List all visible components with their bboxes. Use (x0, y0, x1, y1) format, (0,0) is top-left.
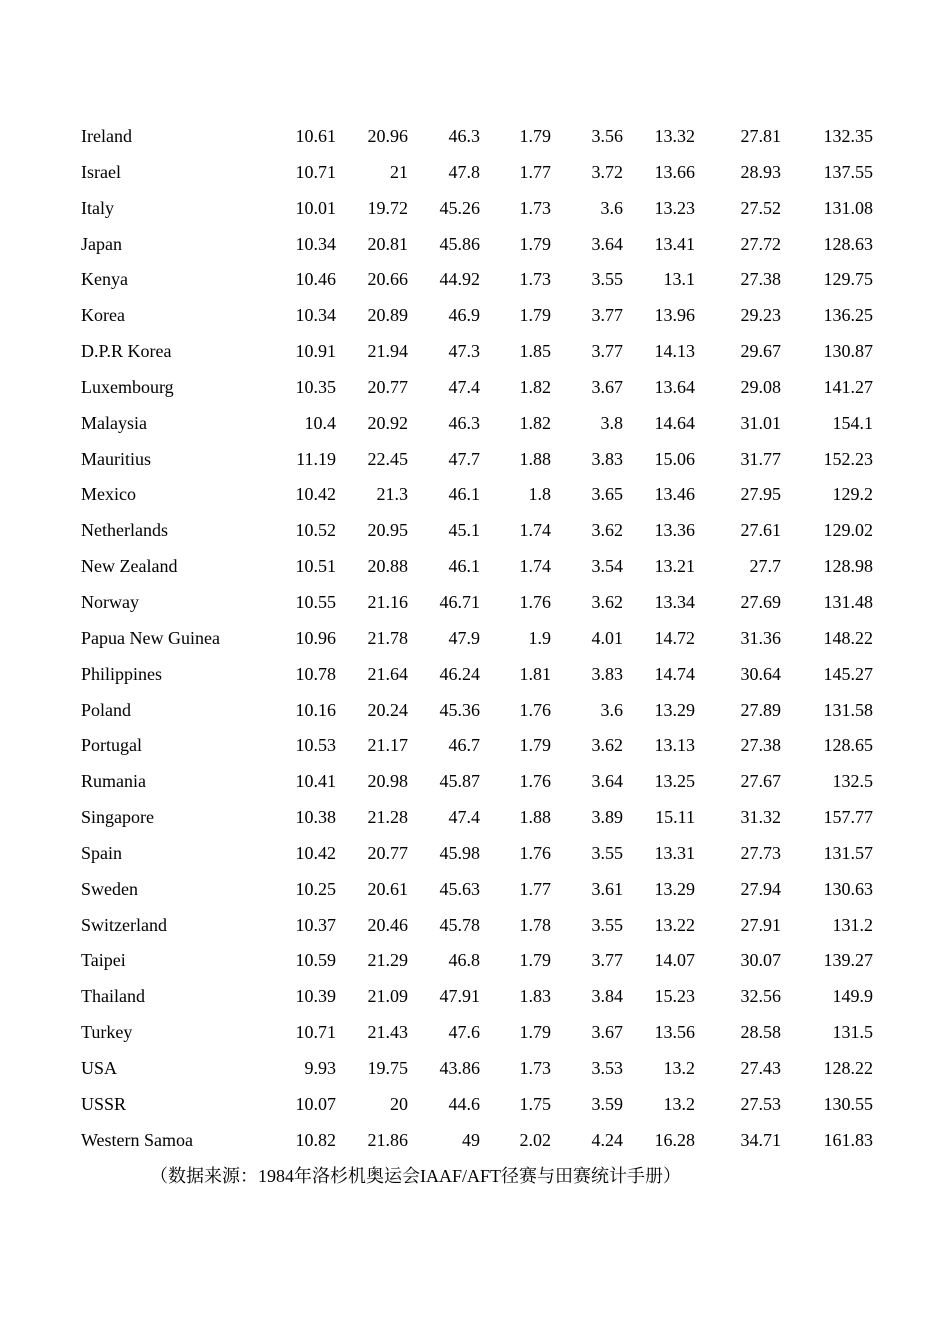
table-row (81, 621, 873, 657)
country-cell: Turkey (81, 1022, 133, 1043)
value-cell: 13.64 (654, 376, 695, 397)
value-cell: 34.71 (740, 1129, 781, 1150)
country-cell: Ireland (81, 126, 132, 146)
value-cell: 28.93 (740, 161, 781, 182)
value-cell: 3.84 (591, 986, 623, 1007)
value-cell: 47.3 (448, 341, 480, 362)
value-cell: 20.89 (367, 305, 408, 326)
value-cell: 1.75 (519, 1093, 551, 1114)
value-cell: 47.91 (439, 986, 480, 1007)
value-cell: 13.29 (654, 699, 695, 720)
value-cell: 27.81 (740, 126, 781, 146)
value-cell: 32.56 (740, 986, 781, 1007)
value-cell: 4.24 (591, 1129, 623, 1150)
value-cell: 46.71 (439, 591, 480, 612)
value-cell: 46.1 (448, 484, 480, 505)
value-cell: 47.6 (448, 1022, 480, 1043)
value-cell: 45.26 (439, 197, 480, 218)
value-cell: 31.36 (740, 627, 781, 648)
value-cell: 45.87 (439, 771, 480, 792)
country-cell: Switzerland (81, 914, 167, 935)
value-cell: 49 (462, 1129, 480, 1150)
value-cell: 3.62 (591, 591, 623, 612)
value-cell: 128.65 (823, 735, 873, 756)
table-row (81, 549, 873, 585)
value-cell: 47.7 (448, 448, 480, 469)
value-cell: 45.98 (439, 842, 480, 863)
value-cell: 28.58 (740, 1022, 781, 1043)
country-cell: Sweden (81, 878, 138, 899)
value-cell: 45.36 (439, 699, 480, 720)
table-row (81, 227, 873, 263)
value-cell: 1.76 (519, 699, 551, 720)
value-cell: 46.9 (448, 305, 480, 326)
country-cell: Spain (81, 842, 123, 863)
value-cell: 148.22 (823, 627, 873, 648)
value-cell: 131.5 (832, 1022, 873, 1043)
value-cell: 3.6 (600, 197, 623, 218)
value-cell: 47.8 (448, 161, 480, 182)
country-cell: Rumania (81, 771, 146, 792)
value-cell: 1.9 (528, 627, 551, 648)
value-cell: 3.67 (591, 376, 623, 397)
value-cell: 3.56 (591, 126, 623, 146)
value-cell: 10.53 (295, 735, 336, 756)
value-cell: 29.67 (740, 341, 781, 362)
value-cell: 20.61 (367, 878, 408, 899)
value-cell: 10.51 (295, 556, 336, 577)
country-cell: D.P.R Korea (81, 341, 172, 362)
value-cell: 137.55 (823, 161, 873, 182)
value-cell: 3.6 (600, 699, 623, 720)
value-cell: 20.96 (367, 126, 408, 146)
value-cell: 22.45 (367, 448, 408, 469)
value-cell: 13.46 (654, 484, 695, 505)
value-cell: 10.82 (295, 1129, 336, 1150)
table-row (81, 119, 873, 155)
table-row (81, 1051, 873, 1087)
value-cell: 10.46 (295, 269, 336, 290)
value-cell: 3.89 (591, 807, 623, 828)
value-cell: 21.78 (367, 627, 408, 648)
value-cell: 10.38 (295, 807, 336, 828)
value-cell: 3.77 (591, 341, 623, 362)
value-cell: 27.7 (749, 556, 781, 577)
value-cell: 3.54 (591, 556, 623, 577)
value-cell: 139.27 (823, 950, 873, 971)
value-cell: 1.82 (519, 412, 551, 433)
table-row (81, 800, 873, 836)
country-cell: Taipei (81, 950, 126, 971)
value-cell: 21.17 (367, 735, 408, 756)
value-cell: 13.13 (654, 735, 695, 756)
value-cell: 13.25 (654, 771, 695, 792)
table-row (81, 764, 873, 800)
value-cell: 145.27 (823, 663, 873, 684)
value-cell: 10.42 (295, 842, 336, 863)
value-cell: 14.74 (654, 663, 695, 684)
value-cell: 27.72 (740, 233, 781, 254)
value-cell: 21.16 (367, 591, 408, 612)
value-cell: 14.13 (654, 341, 695, 362)
value-cell: 10.07 (295, 1093, 336, 1114)
value-cell: 1.76 (519, 842, 551, 863)
value-cell: 27.94 (740, 878, 781, 899)
value-cell: 10.34 (295, 233, 336, 254)
value-cell: 152.23 (823, 448, 873, 469)
value-cell: 27.52 (740, 197, 781, 218)
value-cell: 11.19 (296, 448, 336, 469)
value-cell: 13.56 (654, 1022, 695, 1043)
value-cell: 131.2 (832, 914, 873, 935)
value-cell: 131.58 (823, 699, 873, 720)
value-cell: 27.73 (740, 842, 781, 863)
country-cell: USSR (81, 1093, 127, 1114)
table-row (81, 1123, 873, 1159)
value-cell: 131.48 (823, 591, 873, 612)
value-cell: 14.72 (654, 627, 695, 648)
value-cell: 19.75 (367, 1057, 408, 1078)
value-cell: 20.95 (367, 520, 408, 541)
country-cell: Thailand (81, 986, 145, 1007)
table-row (81, 908, 873, 944)
value-cell: 31.32 (740, 807, 781, 828)
value-cell: 47.4 (448, 807, 480, 828)
value-cell: 47.4 (448, 376, 480, 397)
value-cell: 3.53 (591, 1057, 623, 1078)
value-cell: 1.77 (519, 878, 551, 899)
value-cell: 1.73 (519, 1057, 551, 1078)
value-cell: 21.28 (367, 807, 408, 828)
value-cell: 149.9 (832, 986, 873, 1007)
value-cell: 1.81 (519, 663, 551, 684)
table-row (81, 693, 873, 729)
value-cell: 4.01 (591, 627, 623, 648)
value-cell: 13.36 (654, 520, 695, 541)
value-cell: 136.25 (823, 305, 873, 326)
value-cell: 129.02 (823, 520, 873, 541)
value-cell: 3.83 (591, 448, 623, 469)
value-cell: 3.55 (591, 269, 623, 290)
country-cell: Papua New Guinea (81, 627, 220, 648)
table-row (81, 191, 873, 227)
value-cell: 161.83 (823, 1129, 873, 1150)
country-cell: Japan (81, 233, 122, 254)
value-cell: 21.86 (367, 1129, 408, 1150)
value-cell: 10.01 (295, 197, 336, 218)
value-cell: 14.64 (654, 412, 695, 433)
value-cell: 1.79 (519, 950, 551, 971)
value-cell: 31.01 (740, 412, 781, 433)
table-row (81, 298, 873, 334)
country-cell: USA (81, 1057, 118, 1078)
value-cell: 13.31 (654, 842, 695, 863)
value-cell: 128.22 (823, 1057, 873, 1078)
value-cell: 1.8 (528, 484, 551, 505)
table-row (81, 585, 873, 621)
value-cell: 27.53 (740, 1093, 781, 1114)
value-cell: 21 (390, 161, 408, 182)
table-row (81, 370, 873, 406)
value-cell: 43.86 (439, 1057, 480, 1078)
value-cell: 132.35 (823, 126, 873, 146)
value-cell: 1.78 (519, 914, 551, 935)
value-cell: 3.61 (591, 878, 623, 899)
country-cell: Italy (81, 197, 114, 218)
value-cell: 1.74 (519, 556, 551, 577)
table-row (81, 155, 873, 191)
value-cell: 3.62 (591, 735, 623, 756)
value-cell: 13.23 (654, 197, 695, 218)
table-row (81, 262, 873, 298)
value-cell: 3.77 (591, 305, 623, 326)
value-cell: 31.77 (740, 448, 781, 469)
value-cell: 13.1 (663, 269, 695, 290)
value-cell: 10.4 (304, 412, 336, 433)
value-cell: 3.55 (591, 914, 623, 935)
value-cell: 27.69 (740, 591, 781, 612)
value-cell: 3.64 (591, 233, 623, 254)
value-cell: 13.2 (663, 1057, 695, 1078)
value-cell: 14.07 (654, 950, 695, 971)
value-cell: 27.43 (740, 1057, 781, 1078)
value-cell: 27.67 (740, 771, 781, 792)
value-cell: 21.43 (367, 1022, 408, 1043)
value-cell: 3.65 (591, 484, 623, 505)
value-cell: 10.39 (295, 986, 336, 1007)
value-cell: 27.95 (740, 484, 781, 505)
value-cell: 1.88 (519, 448, 551, 469)
table-row (81, 513, 873, 549)
country-cell: Korea (81, 305, 125, 326)
value-cell: 46.3 (448, 126, 480, 146)
value-cell: 44.6 (448, 1093, 480, 1114)
value-cell: 27.91 (740, 914, 781, 935)
value-cell: 10.37 (295, 914, 336, 935)
country-cell: Luxembourg (81, 376, 174, 397)
value-cell: 13.32 (654, 126, 695, 146)
value-cell: 1.79 (519, 305, 551, 326)
value-cell: 3.67 (591, 1022, 623, 1043)
value-cell: 27.61 (740, 520, 781, 541)
value-cell: 45.86 (439, 233, 480, 254)
table-row (81, 836, 873, 872)
value-cell: 20.98 (367, 771, 408, 792)
value-cell: 46.1 (448, 556, 480, 577)
value-cell: 130.87 (823, 341, 873, 362)
value-cell: 13.29 (654, 878, 695, 899)
value-cell: 3.72 (591, 161, 623, 182)
value-cell: 10.34 (295, 305, 336, 326)
country-cell: Netherlands (81, 520, 168, 541)
value-cell: 1.79 (519, 1022, 551, 1043)
value-cell: 20.88 (367, 556, 408, 577)
value-cell: 1.79 (519, 233, 551, 254)
value-cell: 13.66 (654, 161, 695, 182)
value-cell: 10.61 (295, 126, 336, 146)
value-cell: 21.3 (376, 484, 408, 505)
value-cell: 46.7 (448, 735, 480, 756)
value-cell: 10.16 (295, 699, 336, 720)
value-cell: 15.23 (654, 986, 695, 1007)
value-cell: 3.59 (591, 1093, 623, 1114)
value-cell: 21.29 (367, 950, 408, 971)
value-cell: 1.76 (519, 771, 551, 792)
value-cell: 10.78 (295, 663, 336, 684)
source-note: （数据来源：1984年洛杉机奥运会IAAF/AFT径赛与田赛统计手册） (150, 1166, 682, 1186)
value-cell: 20 (390, 1093, 408, 1114)
value-cell: 3.77 (591, 950, 623, 971)
records-table (81, 119, 873, 1158)
table-row (81, 406, 873, 442)
value-cell: 10.55 (295, 591, 336, 612)
value-cell: 27.89 (740, 699, 781, 720)
country-cell: Malaysia (81, 412, 147, 433)
value-cell: 20.92 (367, 412, 408, 433)
value-cell: 27.38 (740, 735, 781, 756)
value-cell: 10.71 (295, 1022, 336, 1043)
country-cell: New Zealand (81, 556, 178, 577)
value-cell: 10.59 (295, 950, 336, 971)
value-cell: 45.1 (448, 520, 480, 541)
value-cell: 131.57 (823, 842, 873, 863)
value-cell: 1.76 (519, 591, 551, 612)
value-cell: 129.75 (823, 269, 873, 290)
value-cell: 10.52 (295, 520, 336, 541)
value-cell: 10.35 (295, 376, 336, 397)
table-row (81, 1087, 873, 1123)
value-cell: 27.38 (740, 269, 781, 290)
value-cell: 45.63 (439, 878, 480, 899)
table-row (81, 477, 873, 513)
country-cell: Kenya (81, 269, 128, 290)
value-cell: 154.1 (832, 412, 873, 433)
value-cell: 29.08 (740, 376, 781, 397)
table-row (81, 442, 873, 478)
value-cell: 128.63 (823, 233, 873, 254)
value-cell: 130.63 (823, 878, 873, 899)
value-cell: 19.72 (367, 197, 408, 218)
value-cell: 3.8 (600, 412, 623, 433)
value-cell: 3.83 (591, 663, 623, 684)
value-cell: 20.77 (367, 376, 408, 397)
value-cell: 46.3 (448, 412, 480, 433)
value-cell: 13.22 (654, 914, 695, 935)
value-cell: 20.24 (367, 699, 408, 720)
value-cell: 13.2 (663, 1093, 695, 1114)
value-cell: 10.91 (295, 341, 336, 362)
table-row (81, 979, 873, 1015)
table-row (81, 943, 873, 979)
table-row (81, 334, 873, 370)
table-row (81, 872, 873, 908)
value-cell: 2.02 (519, 1129, 551, 1150)
value-cell: 46.8 (448, 950, 480, 971)
value-cell: 1.85 (519, 341, 551, 362)
value-cell: 1.79 (519, 126, 551, 146)
value-cell: 1.73 (519, 197, 551, 218)
country-cell: Singapore (81, 807, 154, 828)
value-cell: 21.94 (367, 341, 408, 362)
country-cell: Western Samoa (81, 1129, 194, 1150)
value-cell: 20.46 (367, 914, 408, 935)
value-cell: 3.55 (591, 842, 623, 863)
country-cell: Mexico (81, 484, 136, 505)
value-cell: 30.07 (740, 950, 781, 971)
value-cell: 16.28 (654, 1129, 695, 1150)
value-cell: 130.55 (823, 1093, 873, 1114)
table-row (81, 657, 873, 693)
value-cell: 47.9 (448, 627, 480, 648)
value-cell: 20.77 (367, 842, 408, 863)
value-cell: 1.74 (519, 520, 551, 541)
value-cell: 3.64 (591, 771, 623, 792)
value-cell: 129.2 (832, 484, 873, 505)
value-cell: 10.96 (295, 627, 336, 648)
country-cell: Israel (81, 161, 121, 182)
value-cell: 1.79 (519, 735, 551, 756)
value-cell: 10.42 (295, 484, 336, 505)
value-cell: 131.08 (823, 197, 873, 218)
value-cell: 21.64 (367, 663, 408, 684)
value-cell: 46.24 (439, 663, 480, 684)
value-cell: 30.64 (740, 663, 781, 684)
value-cell: 1.83 (519, 986, 551, 1007)
value-cell: 20.81 (367, 233, 408, 254)
country-cell: Norway (81, 591, 139, 612)
value-cell: 1.82 (519, 376, 551, 397)
country-cell: Portugal (81, 735, 142, 756)
value-cell: 3.62 (591, 520, 623, 541)
country-cell: Poland (81, 699, 132, 720)
value-cell: 45.78 (439, 914, 480, 935)
value-cell: 128.98 (823, 556, 873, 577)
country-cell: Mauritius (81, 448, 151, 469)
value-cell: 10.71 (295, 161, 336, 182)
value-cell: 15.11 (655, 807, 695, 828)
value-cell: 13.34 (654, 591, 695, 612)
value-cell: 10.41 (295, 771, 336, 792)
value-cell: 1.88 (519, 807, 551, 828)
country-cell: Philippines (81, 663, 163, 684)
value-cell: 20.66 (367, 269, 408, 290)
value-cell: 13.21 (654, 556, 695, 577)
records-table-body (81, 119, 873, 1158)
value-cell: 1.73 (519, 269, 551, 290)
value-cell: 141.27 (823, 376, 873, 397)
table-row (81, 728, 873, 764)
value-cell: 132.5 (832, 771, 873, 792)
value-cell: 1.77 (519, 161, 551, 182)
value-cell: 10.25 (295, 878, 336, 899)
value-cell: 13.96 (654, 305, 695, 326)
value-cell: 9.93 (304, 1057, 336, 1078)
value-cell: 21.09 (367, 986, 408, 1007)
value-cell: 13.41 (654, 233, 695, 254)
value-cell: 44.92 (439, 269, 480, 290)
value-cell: 15.06 (654, 448, 695, 469)
value-cell: 29.23 (740, 305, 781, 326)
table-row (81, 1015, 873, 1051)
value-cell: 157.77 (823, 807, 873, 828)
